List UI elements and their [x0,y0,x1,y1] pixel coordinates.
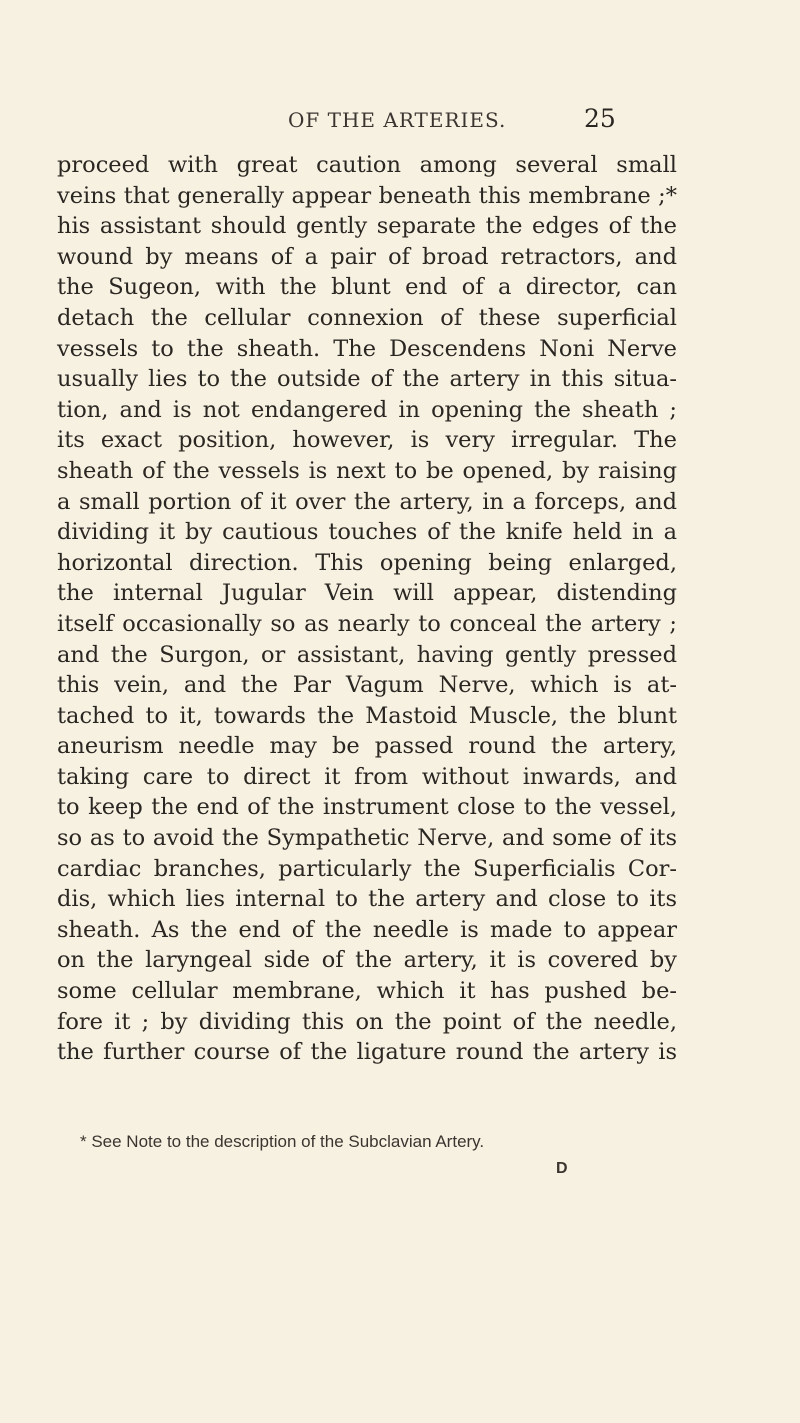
text-line: sheath. As the end of the needle is made to appear [57,916,677,943]
text-line: to keep the end of the instrument close to the vessel, [57,794,677,821]
text-line: the internal Jugular Vein will appear, distending [57,580,677,607]
text-line: aneurism needle may be passed round the artery, [57,733,677,760]
text-line: tached to it, towards the Mastoid Muscle, the blunt [57,702,677,729]
text-line: some cellular membrane, which it has pushed be- [57,978,677,1005]
signature-mark: D [556,1160,568,1177]
text-line: on the laryngeal side of the artery, it is covered by [57,947,677,974]
text-line: horizontal direction. This opening being enlarged, [57,549,677,576]
text-line: so as to avoid the Sympathetic Nerve, and some of its [57,825,677,852]
text-line: this vein, and the Par Vagum Nerve, which is at- [57,672,677,699]
text-line: the further course of the ligature round the artery is [57,1039,677,1066]
text-line: proceed with great caution among several small [57,152,677,178]
text-line: veins that generally appear beneath this membrane ;* [57,182,677,209]
text-line: wound by means of a pair of broad retractors, and [57,243,677,270]
body-text [57,150,677,1068]
text-line: sheath of the vessels is next to be opened, by raising [57,457,677,484]
page-number: 25 [584,104,616,133]
running-title: OF THE ARTERIES. [288,108,507,132]
text-line: the Sugeon, with the blunt end of a director, can [57,274,677,301]
text-line: its exact position, however, is very irregular. The [57,427,677,454]
page-header [0,104,800,138]
text-line: cardiac branches, particularly the Superficialis Cor- [57,855,677,882]
footnote: * See Note to the description of the Subclavian Artery. [80,1132,485,1151]
text-line: fore it ; by dividing this on the point of the needle, [57,1008,677,1035]
text-line: itself occasionally so as nearly to conceal the artery ; [57,610,677,637]
text-line: vessels to the sheath. The Descendens Noni Nerve [57,335,677,362]
text-line: dividing it by cautious touches of the knife held in a [57,519,677,546]
text-line: dis, which lies internal to the artery and close to its [57,886,677,913]
text-line: tion, and is not endangered in opening the sheath ; [57,396,677,423]
text-line: detach the cellular connexion of these superficial [57,304,677,331]
text-line: his assistant should gently separate the edges of the [57,213,677,240]
text-line: usually lies to the outside of the artery in this situa- [57,366,677,393]
text-line: a small portion of it over the artery, in a forceps, and [57,488,677,515]
text-line: taking care to direct it from without inwards, and [57,763,677,790]
text-line: and the Surgon, or assistant, having gently pressed [57,641,677,668]
